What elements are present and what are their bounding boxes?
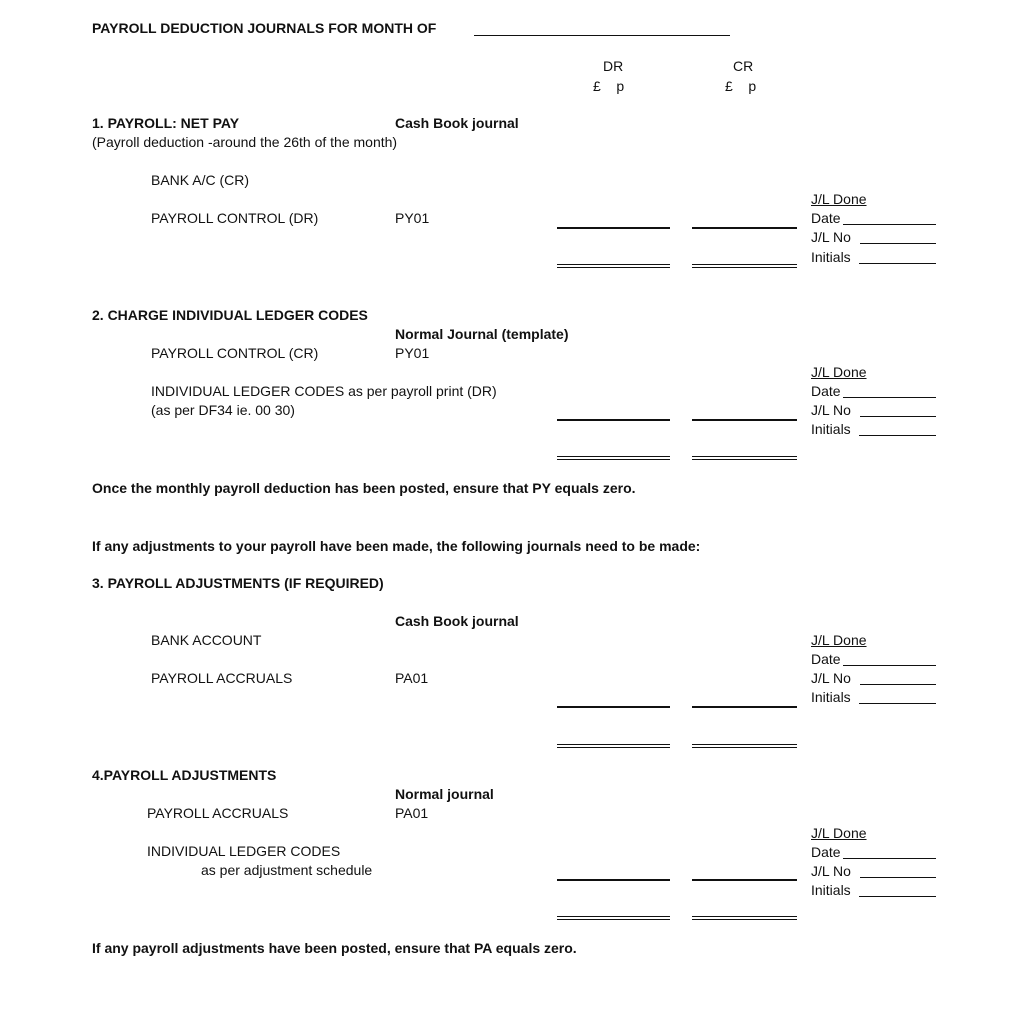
- section-3-jl-no-field[interactable]: [860, 684, 936, 685]
- section-4-account-payroll-accruals: PAYROLL ACCRUALS: [147, 805, 289, 821]
- section-4-jl-no-label: J/L No: [811, 863, 851, 879]
- section-1-cr-entry-line[interactable]: [692, 227, 797, 229]
- section-1-heading: 1. PAYROLL: NET PAY: [92, 115, 240, 131]
- section-2-jl-no-field[interactable]: [860, 416, 936, 417]
- section-3-jl-no-label: J/L No: [811, 670, 851, 686]
- section-1-jl-no-label: J/L No: [811, 229, 851, 245]
- section-1-journal-type: Cash Book journal: [395, 115, 519, 131]
- section-2-heading: 2. CHARGE INDIVIDUAL LEDGER CODES: [92, 307, 368, 323]
- section-4-initials-label: Initials: [811, 882, 851, 898]
- section-1-initials-field[interactable]: [859, 263, 936, 264]
- section-1-account-payroll-control: PAYROLL CONTROL (DR): [151, 210, 319, 226]
- section-1-jl-no-field[interactable]: [860, 243, 936, 244]
- section-3-jl-done-label: J/L Done: [811, 632, 867, 648]
- section-1-dr-total-line[interactable]: [557, 264, 670, 268]
- section-2-date-field[interactable]: [843, 397, 936, 398]
- section-4-code: PA01: [395, 805, 429, 821]
- section-2-initials-label: Initials: [811, 421, 851, 437]
- section-3-heading: 3. PAYROLL ADJUSTMENTS (IF REQUIRED): [92, 575, 384, 591]
- section-3-account-bank: BANK ACCOUNT: [151, 632, 262, 648]
- section-1-note: (Payroll deduction -around the 26th of the month): [92, 134, 398, 150]
- section-4-dr-entry-line[interactable]: [557, 879, 670, 881]
- section-2-jl-done-label: J/L Done: [811, 364, 867, 380]
- py-zero-note: Once the monthly payroll deduction has been posted, ensure that PY equals zero.: [92, 480, 636, 496]
- section-4-heading: 4.PAYROLL ADJUSTMENTS: [92, 767, 277, 783]
- section-2-journal-type: Normal Journal (template): [395, 326, 569, 342]
- section-1-date-label: Date: [811, 210, 841, 226]
- section-1-cr-total-line[interactable]: [692, 264, 797, 268]
- section-4-date-field[interactable]: [843, 858, 936, 859]
- section-1-jl-done-label: J/L Done: [811, 191, 867, 207]
- section-2-dr-total-line[interactable]: [557, 456, 670, 460]
- section-4-dr-total-line[interactable]: [557, 916, 670, 920]
- section-1-date-field[interactable]: [843, 224, 936, 225]
- section-1-account-bank: BANK A/C (CR): [151, 172, 250, 188]
- month-input-line[interactable]: [474, 35, 730, 36]
- section-4-jl-done-label: J/L Done: [811, 825, 867, 841]
- section-2-dr-entry-line[interactable]: [557, 419, 670, 421]
- section-2-cr-total-line[interactable]: [692, 456, 797, 460]
- dr-column-header: DR: [603, 58, 624, 74]
- adjustments-intro-note: If any adjustments to your payroll have been made, the following journals need to be made:: [92, 538, 701, 554]
- section-2-date-label: Date: [811, 383, 841, 399]
- section-4-jl-no-field[interactable]: [860, 877, 936, 878]
- section-4-account-ledger-codes-sub: as per adjustment schedule: [201, 862, 373, 878]
- cr-column-header: CR: [733, 58, 754, 74]
- section-3-dr-entry-line[interactable]: [557, 706, 670, 708]
- section-3-date-field[interactable]: [843, 665, 936, 666]
- section-3-date-label: Date: [811, 651, 841, 667]
- section-3-code: PA01: [395, 670, 429, 686]
- section-4-initials-field[interactable]: [859, 896, 936, 897]
- section-2-jl-no-label: J/L No: [811, 402, 851, 418]
- section-3-cr-total-line[interactable]: [692, 744, 797, 748]
- section-3-account-payroll-accruals: PAYROLL ACCRUALS: [151, 670, 293, 686]
- section-2-code: PY01: [395, 345, 430, 361]
- section-4-account-ledger-codes: INDIVIDUAL LEDGER CODES: [147, 843, 341, 859]
- section-3-dr-total-line[interactable]: [557, 744, 670, 748]
- pa-zero-note: If any payroll adjustments have been posted, ensure that PA equals zero.: [92, 940, 577, 956]
- section-4-cr-total-line[interactable]: [692, 916, 797, 920]
- section-2-account-ledger-codes-sub: (as per DF34 ie. 00 30): [151, 402, 295, 418]
- section-1-initials-label: Initials: [811, 249, 851, 265]
- section-2-account-ledger-codes: INDIVIDUAL LEDGER CODES as per payroll print (DR): [151, 383, 497, 399]
- section-4-cr-entry-line[interactable]: [692, 879, 797, 881]
- section-2-initials-field[interactable]: [859, 435, 936, 436]
- section-2-account-payroll-control: PAYROLL CONTROL (CR): [151, 345, 319, 361]
- section-1-dr-entry-line[interactable]: [557, 227, 670, 229]
- section-1-code: PY01: [395, 210, 430, 226]
- section-3-cr-entry-line[interactable]: [692, 706, 797, 708]
- section-2-cr-entry-line[interactable]: [692, 419, 797, 421]
- page-title: PAYROLL DEDUCTION JOURNALS FOR MONTH OF: [92, 20, 437, 36]
- section-3-initials-label: Initials: [811, 689, 851, 705]
- section-3-initials-field[interactable]: [859, 703, 936, 704]
- section-4-journal-type: Normal journal: [395, 786, 494, 802]
- section-4-date-label: Date: [811, 844, 841, 860]
- dr-currency-units: £ p: [593, 78, 625, 94]
- section-3-journal-type: Cash Book journal: [395, 613, 519, 629]
- cr-currency-units: £ p: [725, 78, 757, 94]
